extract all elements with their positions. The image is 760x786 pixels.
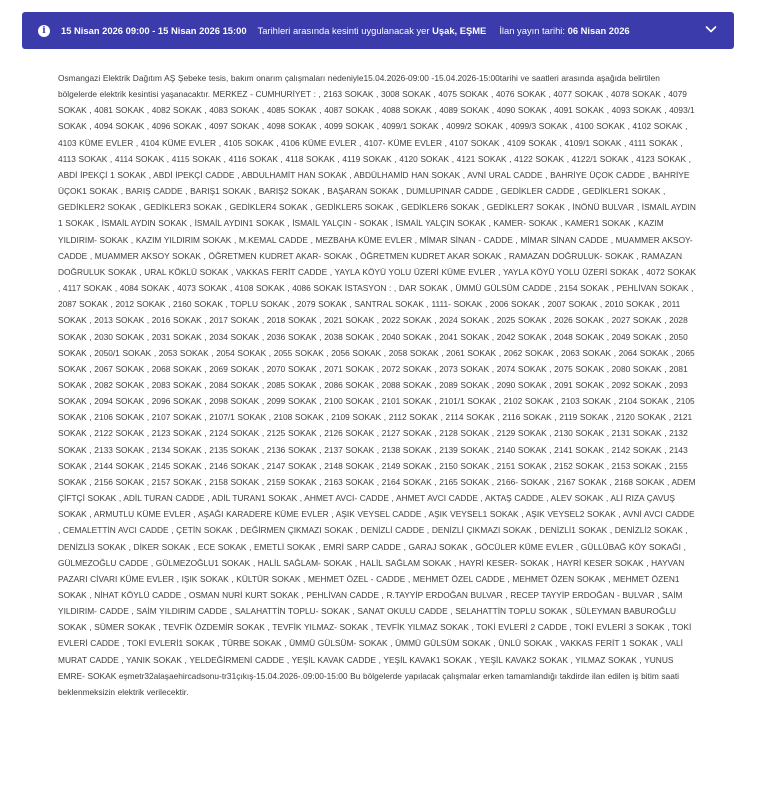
outage-location-line bbox=[258, 25, 487, 36]
chevron-down-icon[interactable] bbox=[705, 24, 717, 34]
location-prefix: Tarihleri arasında kesinti uygulanacak yer bbox=[257, 25, 430, 36]
info-circle-icon: i bbox=[38, 25, 50, 37]
published-date: 06 Nisan 2026 bbox=[567, 25, 630, 36]
published-label: İlan yayın tarihi: bbox=[499, 25, 565, 36]
outage-location: Uşak, EŞME bbox=[432, 25, 487, 36]
published-date-line bbox=[499, 25, 629, 36]
outage-date-range: 15 Nisan 2026 09:00 - 15 Nisan 2026 15:00 bbox=[61, 25, 247, 36]
outage-announcement-text: Osmangazi Elektrik Dağıtım AŞ Şebeke tesis, bakım onarım çalışmaları nedeniyle15.04.2026-09:00 -15.04.2026-15:00tarihi ve saatleri arasında aşağıda belirtilen bölgelerde elektrik kesintisi yaşanacaktır. MERKEZ - CUMHURİYET : , 2163 SOKAK , 3008 SOKAK , 4075 SOKAK , 4076 SOKAK , 4077 SOKAK , 4078 SOKAK , 4079 SOKAK , 4081 SOKAK , 4082 SOKAK , 4083 SOKAK , 4085 SOKAK , 4087 SOKAK , 4088 SOKAK , 4089 SOKAK , 4090 SOKAK , 4091 SOKAK , 4093 SOKAK , 4093/1 SOKAK , 4094 SOKAK , 4096 SOKAK , 4097 SOKAK , 4098 SOKAK , 4099 SOKAK , 4099/1 SOKAK , 4099/2 SOKAK , 4099/3 SOKAK , 4100 SOKAK , 4102 SOKAK , 4103 KÜME EVLER , 4104 KÜME EVLER , 4105 SOKAK , 4106 KÜME EVLER , 4107- KÜME EVLER , 4107 SOKAK , 4109 SOKAK , 4109/1 SOKAK , 4111 SOKAK , 4113 SOKAK , 4114 SOKAK , 4115 SOKAK , 4116 SOKAK , 4118 SOKAK , 4119 SOKAK , 4120 SOKAK , 4121 SOKAK , 4122 SOKAK , 4122/1 SOKAK , 4123 SOKAK , ABDİ İPEKÇİ 1 SOKAK , ABDİ İPEKÇİ CADDE , ABDULHAMİT HAN SOKAK , ABDÜLHAMİD HAN SOKAK , AVNİ URAL CADDE , BAHRİYE ÜÇOK CADDE , BAHRİYE ÜÇOK1 SOKAK , BARIŞ CADDE , BARIŞ1 SOKAK , BARIŞ2 SOKAK , BAŞARAN SOKAK , DUMLUPINAR CADDE , GEDİKLER CADDE , GEDİKLER1 SOKAK , GEDİKLER2 SOKAK , GEDİKLER3 SOKAK , GEDİKLER4 SOKAK , GEDİKLER5 SOKAK , GEDİKLER6 SOKAK , GEDİKLER7 SOKAK , İNÖNÜ BULVAR , İSMAİL AYDIN 1 SOKAK , İSMAİL AYDIN SOKAK , İSMAİL AYDIN1 SOKAK , İSMAİL YALÇIN - SOKAK , İSMAİL YALÇIN SOKAK , KAMER- SOKAK , KAMER1 SOKAK , KAZIM YILDIRIM- SOKAK , KAZIM YILDIRIM SOKAK , M.KEMAL CADDE , MEZBAHA KÜME EVLER , MİMAR SİNAN - CADDE , MİMAR SİNAN CADDE , MUAMMER AKSOY- CADDE , MUAMMER AKSOY SOKAK , ÖĞRETMEN KUDRET AKAR- SOKAK , ÖĞRETMEN KUDRET AKAR SOKAK , RAMAZAN DOĞRULUK- SOKAK , RAMAZAN DOĞRULUK SOKAK , URAL KÖKLÜ SOKAK , VAKKAS FERİT CADDE , YAYLA KÖYÜ YOLU ÜZERİ KÜME EVLER , YAYLA KÖYÜ YOLU ÜZERİ SOKAK , 4072 SOKAK , 4117 SOKAK , 4084 SOKAK , 4073 SOKAK , 4108 SOKAK , 4086 SOKAK İSTASYON : , DAR SOKAK , ÜMMÜ GÜLSÜM CADDE , 2154 SOKAK , PEHLİVAN SOKAK , 2087 SOKAK , 2012 SOKAK , 2160 SOKAK , TOPLU SOKAK , 2079 SOKAK , SANTRAL SOKAK , 1111- SOKAK , 2006 SOKAK , 2007 SOKAK , 2010 SOKAK , 2011 SOKAK , 2013 SOKAK , 2016 SOKAK , 2017 SOKAK , 2018 SOKAK , 2021 SOKAK , 2022 SOKAK , 2024 SOKAK , 2025 SOKAK , 2026 SOKAK , 2027 SOKAK , 2028 SOKAK , 2030 SOKAK , 2031 SOKAK , 2034 SOKAK , 2036 SOKAK , 2038 SOKAK , 2040 SOKAK , 2041 SOKAK , 2042 SOKAK , 2048 SOKAK , 2049 SOKAK , 2050 SOKAK , 2050/1 SOKAK , 2053 SOKAK , 2054 SOKAK , 2055 SOKAK , 2056 SOKAK , 2058 SOKAK , 2061 SOKAK , 2062 SOKAK , 2063 SOKAK , 2064 SOKAK , 2065 SOKAK , 2067 SOKAK , 2068 SOKAK , 2069 SOKAK , 2070 SOKAK , 2071 SOKAK , 2072 SOKAK , 2073 SOKAK , 2074 SOKAK , 2075 SOKAK , 2080 SOKAK , 2081 SOKAK , 2082 SOKAK , 2083 SOKAK , 2084 SOKAK , 2085 SOKAK , 2086 SOKAK , 2088 SOKAK , 2089 SOKAK , 2090 SOKAK , 2091 SOKAK , 2092 SOKAK , 2093 SOKAK , 2094 SOKAK , 2096 SOKAK , 2098 SOKAK , 2099 SOKAK , 2100 SOKAK , 2101 SOKAK , 2101/1 SOKAK , 2102 SOKAK , 2103 SOKAK , 2104 SOKAK , 2105 SOKAK , 2106 SOKAK , 2107 SOKAK , 2107/1 SOKAK , 2108 SOKAK , 2109 SOKAK , 2112 SOKAK , 2114 SOKAK , 2116 SOKAK , 2119 SOKAK , 2120 SOKAK , 2121 SOKAK , 2122 SOKAK , 2123 SOKAK , 2124 SOKAK , 2125 SOKAK , 2126 SOKAK , 2127 SOKAK , 2128 SOKAK , 2129 SOKAK , 2130 SOKAK , 2131 SOKAK , 2132 SOKAK , 2133 SOKAK , 2134 SOKAK , 2135 SOKAK , 2136 SOKAK , 2137 SOKAK , 2138 SOKAK , 2139 SOKAK , 2140 SOKAK , 2141 SOKAK , 2142 SOKAK , 2143 SOKAK , 2144 SOKAK , 2145 SOKAK , 2146 SOKAK , 2147 SOKAK , 2148 SOKAK , 2149 SOKAK , 2150 SOKAK , 2151 SOKAK , 2152 SOKAK , 2153 SOKAK , 2155 SOKAK , 2156 SOKAK , 2157 SOKAK , 2158 SOKAK , 2159 SOKAK , 2163 SOKAK , 2164 SOKAK , 2165 SOKAK , 2166- SOKAK , 2167 SOKAK , 2168 SOKAK , ADEM ÇİFTÇİ SOKAK , ADİL TURAN CADDE , ADİL TURAN1 SOKAK , AHMET AVCI- CADDE , AHMET AVCI CADDE , AKTAŞ CADDE , ALEV SOKAK , ALİ RIZA ÇAVUŞ SOKAK , ARMUTLU KÜME EVLER , AŞAĞI KARADERE KÜME EVLER , AŞIK VEYSEL CADDE , AŞIK VEYSEL1 SOKAK , AŞIK VEYSEL2 SOKAK , AVNİ AVCI CADDE , CEMALETTİN AVCI CADDE , ÇETİN SOKAK , DEĞİRMEN ÇIKMAZI SOKAK , DENİZLİ CADDE , DENİZLİ ÇIKMAZI SOKAK , DENİZLİ1 SOKAK , DENİZLİ2 SOKAK , DENİZLİ3 SOKAK , DİKER SOKAK , ECE SOKAK , EMETLİ SOKAK , EMRİ SARP CADDE , GARAJ SOKAK , GÖCÜLER KÜME EVLER , GÜLLÜBAĞ KÖY SOKAĞI , GÜLMEZOĞLU CADDE , GÜLMEZOĞLU1 SOKAK , HALİL SAĞLAM- SOKAK , HALİL SAĞLAM SOKAK , HAYRİ KESER- SOKAK , HAYRİ KESER SOKAK , HAYVAN PAZARI CİVARI KÜME EVLER , IŞIK SOKAK , KÜLTÜR SOKAK , MEHMET ÖZEL - CADDE , MEHMET ÖZEL CADDE , MEHMET ÖZEN SOKAK , MEHMET ÖZEN1 SOKAK , NİHAT KÖYLÜ CADDE , OSMAN NURİ KURT SOKAK , PEHLİVAN CADDE , R.TAYYİP ERDOĞAN BULVAR , RECEP TAYYİP ERDOĞAN - BULVAR , SAİM YILDIRIM- CADDE , SAİM YILDIRIM CADDE , SALAHATTİN TOPLU- SOKAK , SANAT OKULU CADDE , SELAHATTİN TOPLU SOKAK , SÜLEYMAN BABUROĞLU SOKAK , SÜMER SOKAK , TEVFİK ÖZDEMİR SOKAK , TEVFİK YILMAZ- SOKAK , TEVFİK YILMAZ SOKAK , TOKİ EVLERİ 2 CADDE , TOKİ EVLERİ 3 SOKAK , TOKİ EVLERİ CADDE , TOKİ EVLERİ1 SOKAK , TÜRBE SOKAK , ÜMMÜ GÜLSÜM- SOKAK , ÜMMÜ GÜLSÜM SOKAK , ÜNLÜ SOKAK , VAKKAS FERİT 1 SOKAK , VALİ MURAT CADDE , YANIK SOKAK , YELDEĞİRMENİ CADDE , YEŞİL KAVAK CADDE , YEŞİL KAVAK1 SOKAK , YEŞİL KAVAK2 SOKAK , YILMAZ SOKAK , YUNUS EMRE- SOKAK eşmetr32alaşaehircadsonu-tr31çıkış-15.04.2026-.09:00-15:00 Bu bölgelerde yapılacak çalışmalar erken tamamlandığı takdirde ilan edilen iş bitim saati beklenmeksizin elektrik verilecektir. bbox=[58, 73, 697, 697]
outage-header-bar[interactable] bbox=[22, 12, 734, 49]
